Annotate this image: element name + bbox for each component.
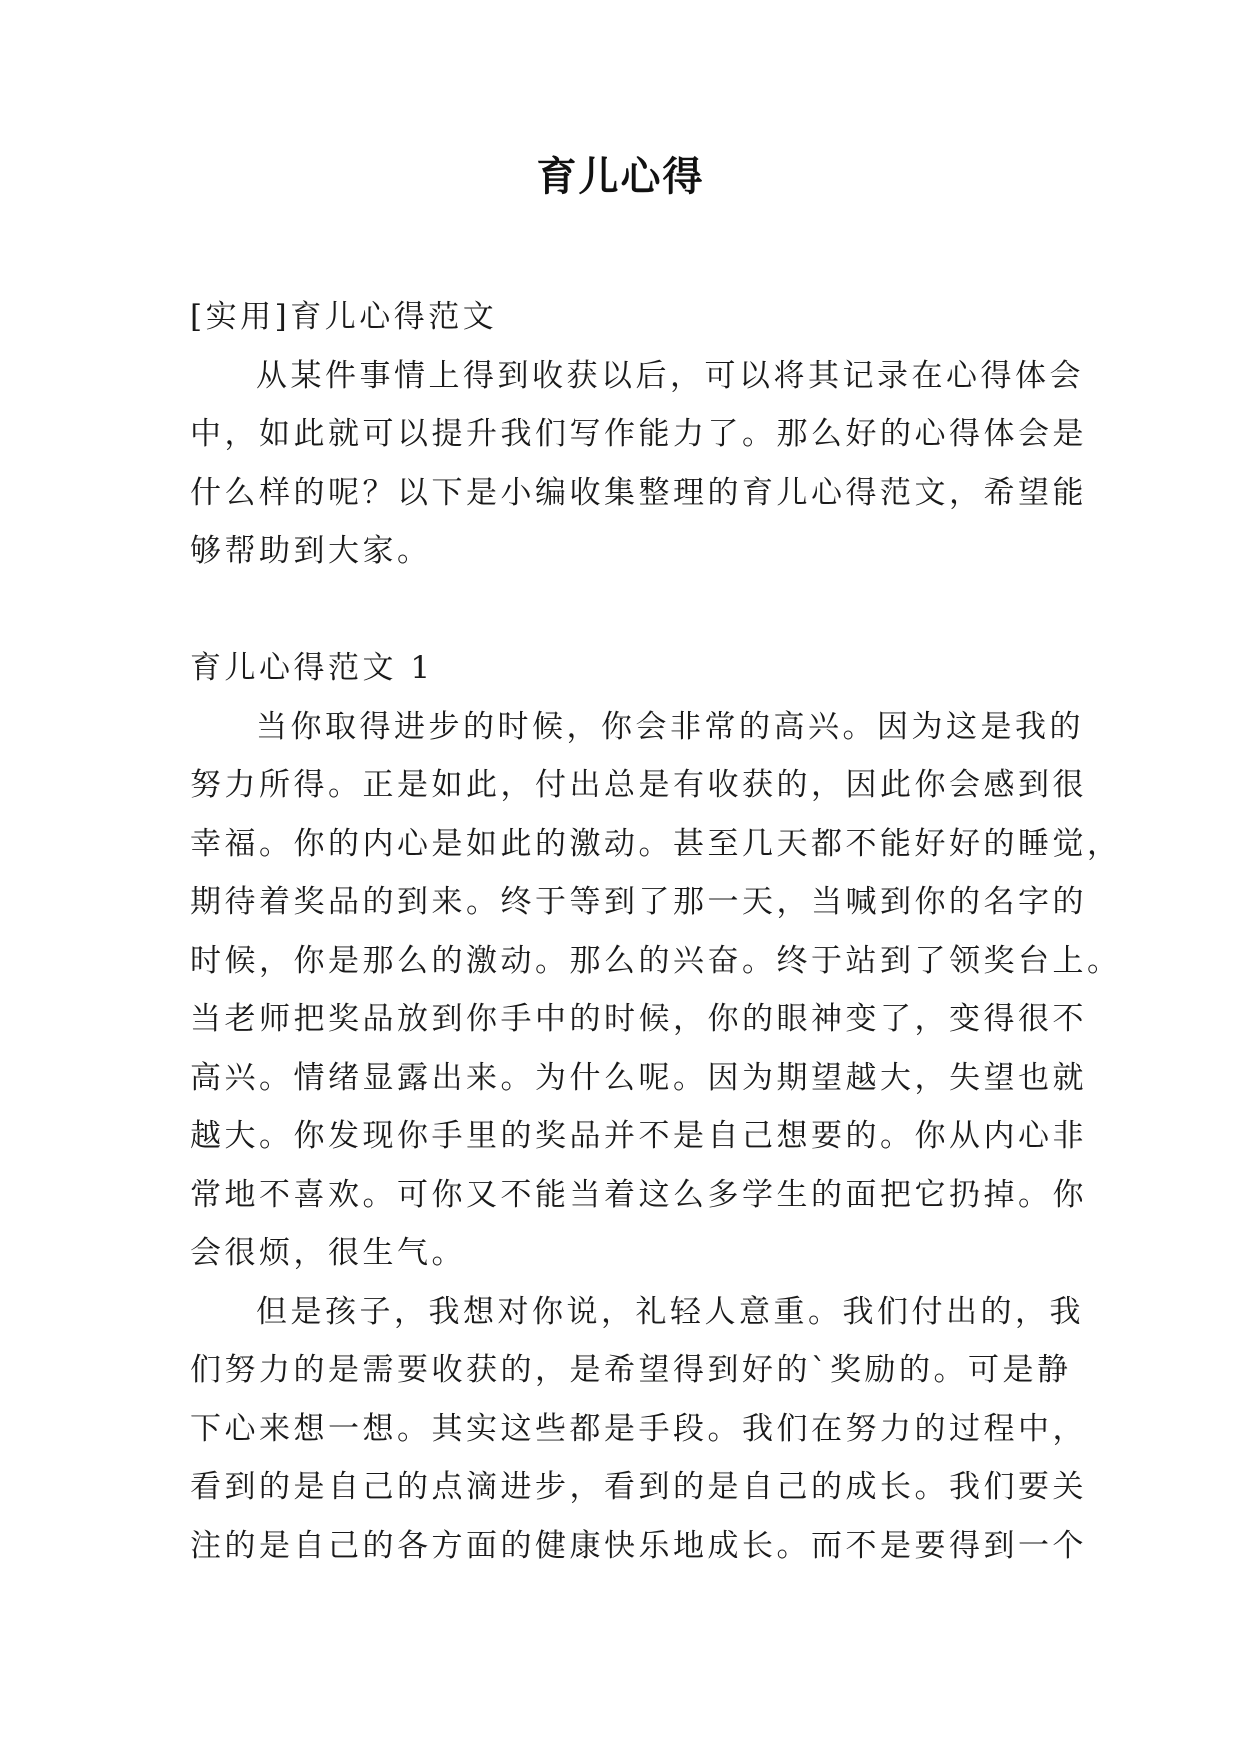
document-title: 育儿心得: [536, 154, 705, 200]
paragraph-line: 中，如此就可以提升我们写作能力了。那么好的心得体会是: [190, 416, 1087, 452]
intro-paragraph: [190, 347, 1087, 581]
paragraph-line: 会很烦，很生气。: [190, 1235, 466, 1271]
section-heading: 育儿心得范文 1: [190, 650, 434, 686]
paragraph-line: 够帮助到大家。: [190, 533, 432, 569]
paragraph-line: 看到的是自己的点滴进步，看到的是自己的成长。我们要关: [190, 1469, 1087, 1505]
paragraph-line: 从某件事情上得到收获以后，可以将其记录在心得体会: [256, 357, 1084, 394]
paragraph-line: 下心来想一想。其实这些都是手段。我们在努力的过程中，: [190, 1410, 1087, 1447]
paragraph-spacer: [190, 581, 1054, 640]
paragraph-line: 当老师把奖品放到你手中的时候，你的眼神变了，变得很不: [190, 1001, 1087, 1037]
section1-paragraph-2: [190, 1283, 1087, 1576]
paragraph-line: 注的是自己的各方面的健康快乐地成长。而不是要得到一个: [190, 1527, 1087, 1564]
paragraph-line: 但是孩子，我想对你说，礼轻人意重。我们付出的，我: [256, 1293, 1084, 1330]
paragraph-line: 期待着奖品的到来。终于等到了那一天，当喊到你的名字的: [190, 884, 1087, 920]
paragraph-line: 高兴。情绪显露出来。为什么呢。因为期望越大，失望也就: [190, 1059, 1087, 1096]
paragraph-line: 们努力的是需要收获的，是希望得到好的`奖励的。可是静: [190, 1352, 1072, 1388]
paragraph-line: 幸福。你的内心是如此的激动。甚至几天都不能好好的睡觉，: [190, 825, 1122, 862]
subtitle: [实用]育儿心得范文: [190, 299, 498, 335]
paragraph-line: 越大。你发现你手里的奖品并不是自己想要的。你从内心非: [190, 1118, 1087, 1154]
paragraph-line: 常地不喜欢。可你又不能当着这么多学生的面把它扔掉。你: [190, 1176, 1087, 1213]
paragraph-line: 时候，你是那么的激动。那么的兴奋。终于站到了领奖台上。: [190, 942, 1122, 979]
section1-paragraph-1: [190, 698, 1122, 1283]
paragraph-line: 当你取得进步的时候，你会非常的高兴。因为这是我的: [256, 708, 1084, 745]
document-body: [190, 288, 1122, 1575]
paragraph-line: 什么样的呢？以下是小编收集整理的育儿心得范文，希望能: [190, 474, 1087, 511]
paragraph-line: 努力所得。正是如此，付出总是有收获的，因此你会感到很: [190, 767, 1087, 803]
